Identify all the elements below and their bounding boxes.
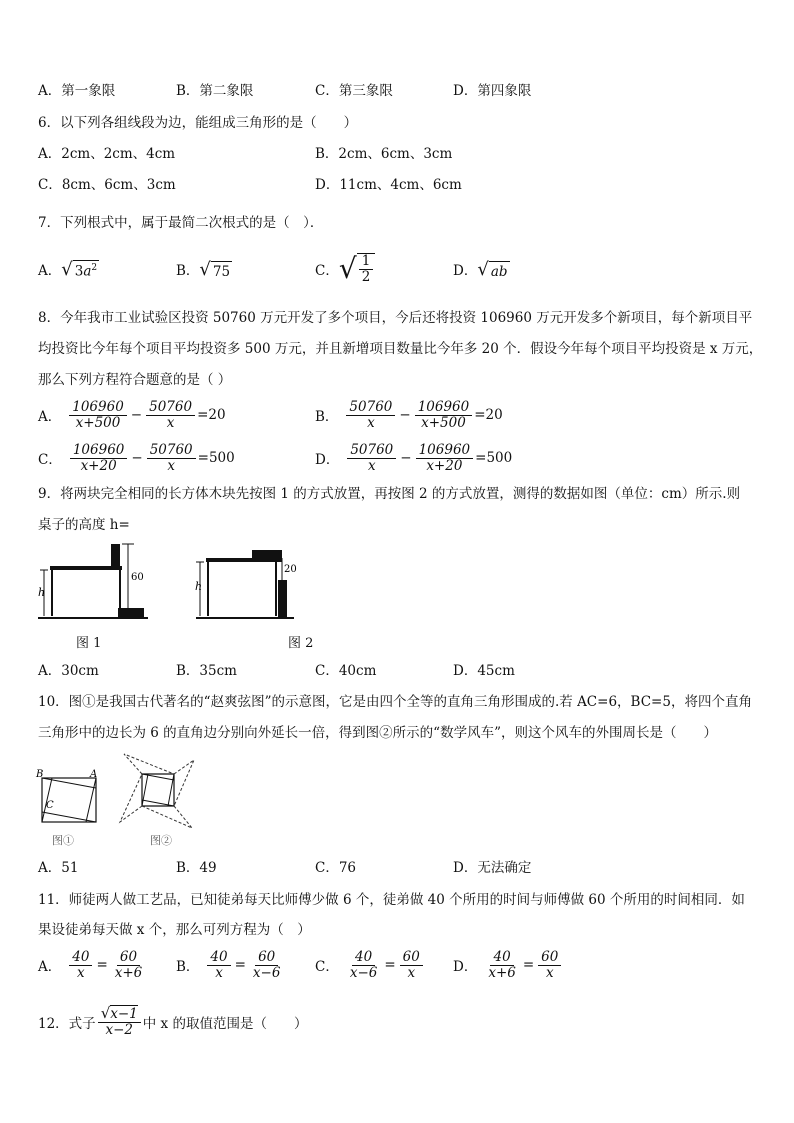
q8-fraction-2-denominator: x: [166, 414, 175, 431]
q11-fraction-left-denominator: x−6: [349, 964, 378, 981]
q8-line3: 那么下列方程符合题意的是（ ）: [38, 372, 232, 388]
q8-minus: −: [399, 407, 411, 423]
q12-denominator: x−2: [105, 1022, 133, 1038]
q11-fraction-right-denominator: x−6: [252, 964, 281, 981]
q8-fraction-1-numerator: 106960: [69, 400, 127, 416]
q8-option-d: [315, 440, 512, 476]
q8-fraction-2: [416, 443, 474, 474]
q11-equation: [67, 950, 147, 981]
q10-option-b: B．49: [176, 860, 217, 876]
q12-numerator: x−1: [110, 1006, 138, 1022]
q11-option-label: A．: [38, 959, 62, 975]
q11-equals: =: [234, 957, 246, 973]
q9-line2: 桌子的高度 h=: [38, 517, 130, 533]
q6-option-b: B．2cm、6cm、3cm: [315, 146, 453, 162]
q8-fraction-1-denominator: x+500: [75, 414, 121, 431]
q5-option-b: B．第二象限: [176, 83, 254, 99]
q11-equation: [483, 950, 563, 981]
q5-options: [38, 80, 758, 102]
q8-fraction-2-numerator: 106960: [416, 443, 474, 459]
q7-option-c: C． √ $\frac{1}{2}$: [315, 251, 375, 287]
q6-options-row1: [38, 143, 758, 165]
q6-stem: 6．以下列各组线段为边，能组成三角形的是（ ）: [38, 115, 358, 131]
q6-options-row2: [38, 174, 758, 196]
q11-fraction-left: [207, 950, 230, 981]
q11-option-d: [453, 947, 563, 983]
q8-equation: [344, 400, 502, 431]
q8-rhs: =500: [475, 450, 513, 466]
q8-option-c: [38, 440, 235, 476]
q8-line1: 8．今年我市工业试验区投资 50760 万元开发了多个项目，今后还将投资 106960 万元开发多个新项目，每个新项目平: [38, 310, 753, 326]
q9-fig1-dim-label: 60: [131, 572, 144, 583]
q11-equals: =: [522, 957, 535, 973]
q8-fraction-2-numerator: 106960: [415, 400, 473, 416]
q8-fraction-2: [147, 443, 196, 474]
q12-suffix: 中 x 的取值范围是（ ）: [142, 1016, 308, 1032]
q8-option-label: D．: [315, 452, 340, 468]
q11-fraction-left-denominator: x: [215, 964, 223, 981]
q11-fraction-left-numerator: 40: [69, 950, 92, 966]
q8-fraction-2: [146, 400, 195, 431]
q11-fraction-right: [250, 950, 284, 981]
q9-option-c: C．40cm: [315, 663, 377, 679]
q10-options: [38, 857, 758, 879]
q10-line1: 10．图①是我国古代著名的“赵爽弦图”的示意图，它是由四个全等的直角三角形围成的.若 AC=6，BC=5，将四个直角: [38, 694, 752, 710]
q11-fraction-left: [347, 950, 381, 981]
q12-stem: [38, 1003, 758, 1041]
q8-equation: [345, 443, 512, 474]
q8-fraction-1: [347, 443, 396, 474]
q8-rhs: =500: [197, 450, 235, 466]
q11-fraction-right-denominator: x+6: [114, 964, 143, 981]
q11-fraction-left-numerator: 40: [490, 950, 513, 966]
q10-option-d: D．无法确定: [453, 860, 532, 876]
q11-fraction-right-denominator: x: [545, 964, 554, 981]
q11-fraction-right-numerator: 60: [117, 950, 140, 966]
q8-minus: −: [131, 450, 143, 466]
q10-figure-1: [34, 766, 104, 826]
q7-option-d: D． √ ab: [453, 258, 508, 280]
q8-fraction-1-numerator: 106960: [70, 443, 128, 459]
q8-fraction-1-denominator: x: [367, 414, 375, 431]
q7-stem: 7．下列根式中，属于最简二次根式的是（ ）．: [38, 215, 324, 231]
q8-equation: [68, 443, 235, 474]
q11-fraction-left: [69, 950, 92, 981]
q11-option-label: C．: [315, 959, 339, 975]
q11-options: [38, 947, 758, 983]
q11-option-c: [315, 947, 425, 983]
q11-option-b: [176, 947, 285, 983]
q7-option-a: A． √ $3a^2$: [38, 258, 98, 280]
q9-figure-1: [36, 538, 156, 626]
q8-line2: 均投资比今年每个项目平均投资多 500 万元，并且新增项目数量比今年多 20 个．假设今年每个项目平均投资是 x 万元，: [38, 341, 763, 357]
q7-b-radical: √ 75: [199, 258, 231, 280]
q5-option-d: D．第四象限: [453, 83, 532, 99]
q8-fraction-2: [415, 400, 473, 431]
q11-equals: =: [96, 957, 108, 973]
q8-options-row2: [38, 440, 758, 476]
q10-figure-2: [116, 752, 198, 832]
q9-line1: 9．将两块完全相同的长方体木块先按图 1 的方式放置，再按图 2 的方式放置，测得的数据如图（单位：cm）所示.则: [38, 486, 741, 502]
q7-d-radical: √ ab: [477, 258, 508, 280]
q11-fraction-left-denominator: x: [77, 964, 85, 981]
q10-figure-1-caption: 图①: [52, 834, 74, 847]
q8-fraction-1: [346, 400, 395, 431]
q11-equation: [345, 950, 425, 981]
q8-option-a: [38, 397, 226, 433]
q7-options: [38, 251, 758, 287]
q5-option-a: A．第一象限: [38, 83, 116, 99]
q11-fraction-left-denominator: x+6: [488, 964, 516, 981]
q9-fig2-h-label: h: [195, 580, 203, 593]
q8-fraction-1: [69, 400, 127, 431]
q9-figure-2-caption: 图 2: [288, 636, 314, 651]
q10-fig1-label-c: C: [46, 800, 54, 811]
q11-option-label: B．: [176, 959, 200, 975]
q8-fraction-2-denominator: x+20: [426, 457, 463, 474]
q6-option-c: C．8cm、6cm、3cm: [38, 177, 176, 193]
q8-option-label: B．: [315, 409, 339, 425]
q9-figure-2: [194, 540, 304, 626]
q8-option-b: [315, 397, 503, 433]
q10-fig1-label-b: B: [36, 769, 44, 780]
q8-option-label: A．: [38, 409, 62, 425]
q6-option-d: D．11cm、4cm、6cm: [315, 177, 462, 193]
q11-fraction-right-denominator: x: [407, 964, 416, 981]
q12-prefix: 12．式子: [38, 1016, 96, 1032]
q10-fig1-label-a: A: [90, 769, 98, 780]
q8-fraction-2-denominator: x+500: [421, 414, 466, 431]
q10-line2: 三角形中的边长为 6 的直角边分别向外延长一倍，得到图②所示的“数学风车”，则这个风车的外围周长是（ ）: [38, 725, 717, 741]
q8-option-label: C．: [38, 452, 62, 468]
q8-rhs: =20: [474, 407, 503, 423]
q10-option-c: C．76: [315, 860, 357, 876]
q9-fig1-h-label: h: [38, 586, 46, 599]
q11-fraction-right: [400, 950, 423, 981]
q11-fraction-left-numerator: 40: [207, 950, 230, 966]
q9-option-a: A．30cm: [38, 663, 99, 679]
q11-equals: =: [384, 957, 396, 973]
q7-a-radical: √ $3a^2$: [61, 258, 98, 280]
q8-minus: −: [130, 407, 143, 423]
q11-option-label: D．: [453, 959, 478, 975]
q8-fraction-2-numerator: 50760: [147, 443, 196, 459]
q12-expression: $\frac{√x-1}{x-2}$: [98, 1006, 141, 1038]
q11-line2: 果设徒弟每天做 x 个，那么可列方程为（ ）: [38, 922, 311, 938]
q10-figure-2-caption: 图②: [150, 834, 172, 847]
q9-figure-1-caption: 图 1: [76, 636, 102, 651]
q9-options: [38, 660, 758, 682]
q8-fraction-1: [70, 443, 128, 474]
q8-rhs: =20: [197, 407, 226, 423]
q8-fraction-2-denominator: x: [167, 457, 175, 474]
q11-equation: [205, 950, 285, 981]
q11-line1: 11．师徒两人做工艺品，已知徒弟每天比师傅少做 6 个，徒弟做 40 个所用的时间与师傅做 60 个所用的时间相同．如: [38, 892, 745, 908]
q11-fraction-right-numerator: 60: [538, 950, 561, 966]
q8-minus: −: [400, 450, 412, 466]
q7-option-b: B． √ 75: [176, 258, 231, 280]
q8-fraction-2-numerator: 50760: [146, 400, 195, 416]
q9-option-d: D．45cm: [453, 663, 515, 679]
q11-fraction-right-numerator: 60: [255, 950, 278, 966]
q11-fraction-left: [485, 950, 519, 981]
q7-c-radical: √ $\frac{1}{2}$: [339, 253, 375, 285]
q11-fraction-right: [112, 950, 146, 981]
q11-fraction-left-numerator: 40: [352, 950, 375, 966]
q8-fraction-1-numerator: 50760: [346, 400, 395, 416]
q8-options-row1: [38, 397, 758, 433]
q11-fraction-right-numerator: 60: [400, 950, 423, 966]
q11-option-a: [38, 947, 147, 983]
q6-option-a: A．2cm、2cm、4cm: [38, 146, 176, 162]
q5-option-c: C．第三象限: [315, 83, 393, 99]
q8-fraction-1-denominator: x+20: [80, 457, 117, 474]
q8-fraction-1-denominator: x: [367, 457, 376, 474]
q8-equation: [67, 400, 225, 431]
q9-fig2-dim-label: 20: [284, 564, 297, 575]
q10-option-a: A．51: [38, 860, 79, 876]
q8-fraction-1-numerator: 50760: [347, 443, 396, 459]
q9-option-b: B．35cm: [176, 663, 237, 679]
q11-fraction-right: [538, 950, 561, 981]
